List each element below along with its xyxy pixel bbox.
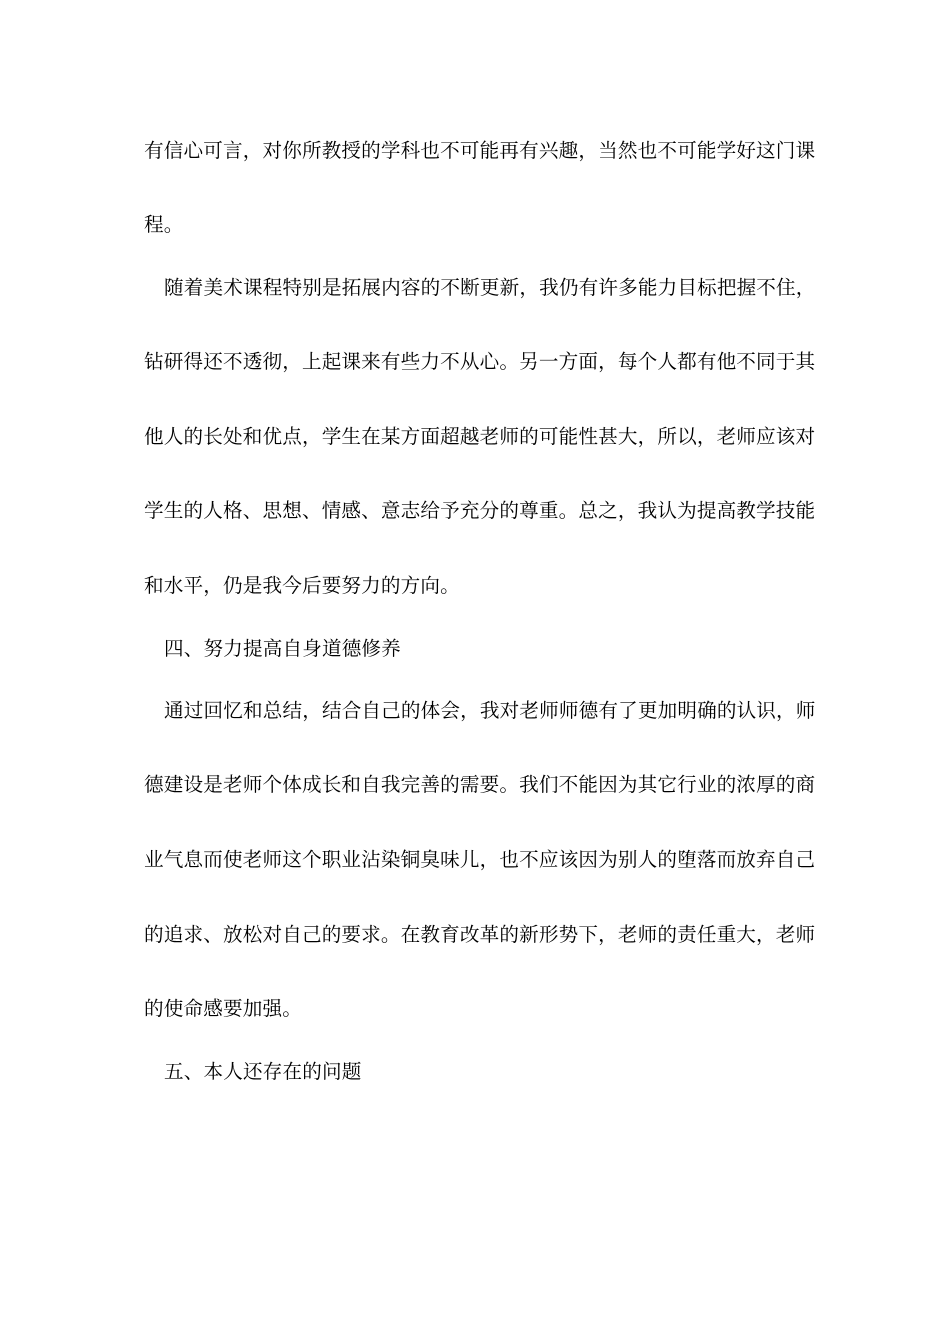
paragraph-line: 学生的人格、思想、情感、意志给予充分的尊重。总之，我认为提高教学技能 bbox=[144, 499, 816, 522]
paragraph-line: 的追求、放松对自己的要求。在教育改革的新形势下，老师的责任重大，老师 bbox=[144, 923, 816, 946]
paragraph-line: 随着美术课程特别是拓展内容的不断更新，我仍有许多能力目标把握不住， bbox=[164, 276, 816, 299]
paragraph-line: 有信心可言，对你所教授的学科也不可能再有兴趣，当然也不可能学好这门课 bbox=[144, 139, 816, 162]
paragraph-line: 和水平，仍是我今后要努力的方向。 bbox=[144, 574, 460, 597]
paragraph-line: 他人的长处和优点，学生在某方面超越老师的可能性甚大，所以，老师应该对 bbox=[144, 425, 816, 448]
paragraph-line: 德建设是老师个体成长和自我完善的需要。我们不能因为其它行业的浓厚的商 bbox=[144, 773, 816, 796]
paragraph-line: 通过回忆和总结，结合自己的体会，我对老师师德有了更加明确的认识，师 bbox=[164, 699, 816, 722]
paragraph-line: 程。 bbox=[144, 213, 184, 236]
paragraph-line: 的使命感要加强。 bbox=[144, 997, 302, 1020]
section-heading: 四、努力提高自身道德修养 bbox=[164, 637, 401, 660]
paragraph-line: 钻研得还不透彻，上起课来有些力不从心。另一方面，每个人都有他不同于其 bbox=[144, 350, 816, 373]
section-heading: 五、本人还存在的问题 bbox=[164, 1060, 362, 1083]
paragraph-line: 业气息而使老师这个职业沾染铜臭味儿，也不应该因为别人的堕落而放弃自己 bbox=[144, 848, 816, 871]
